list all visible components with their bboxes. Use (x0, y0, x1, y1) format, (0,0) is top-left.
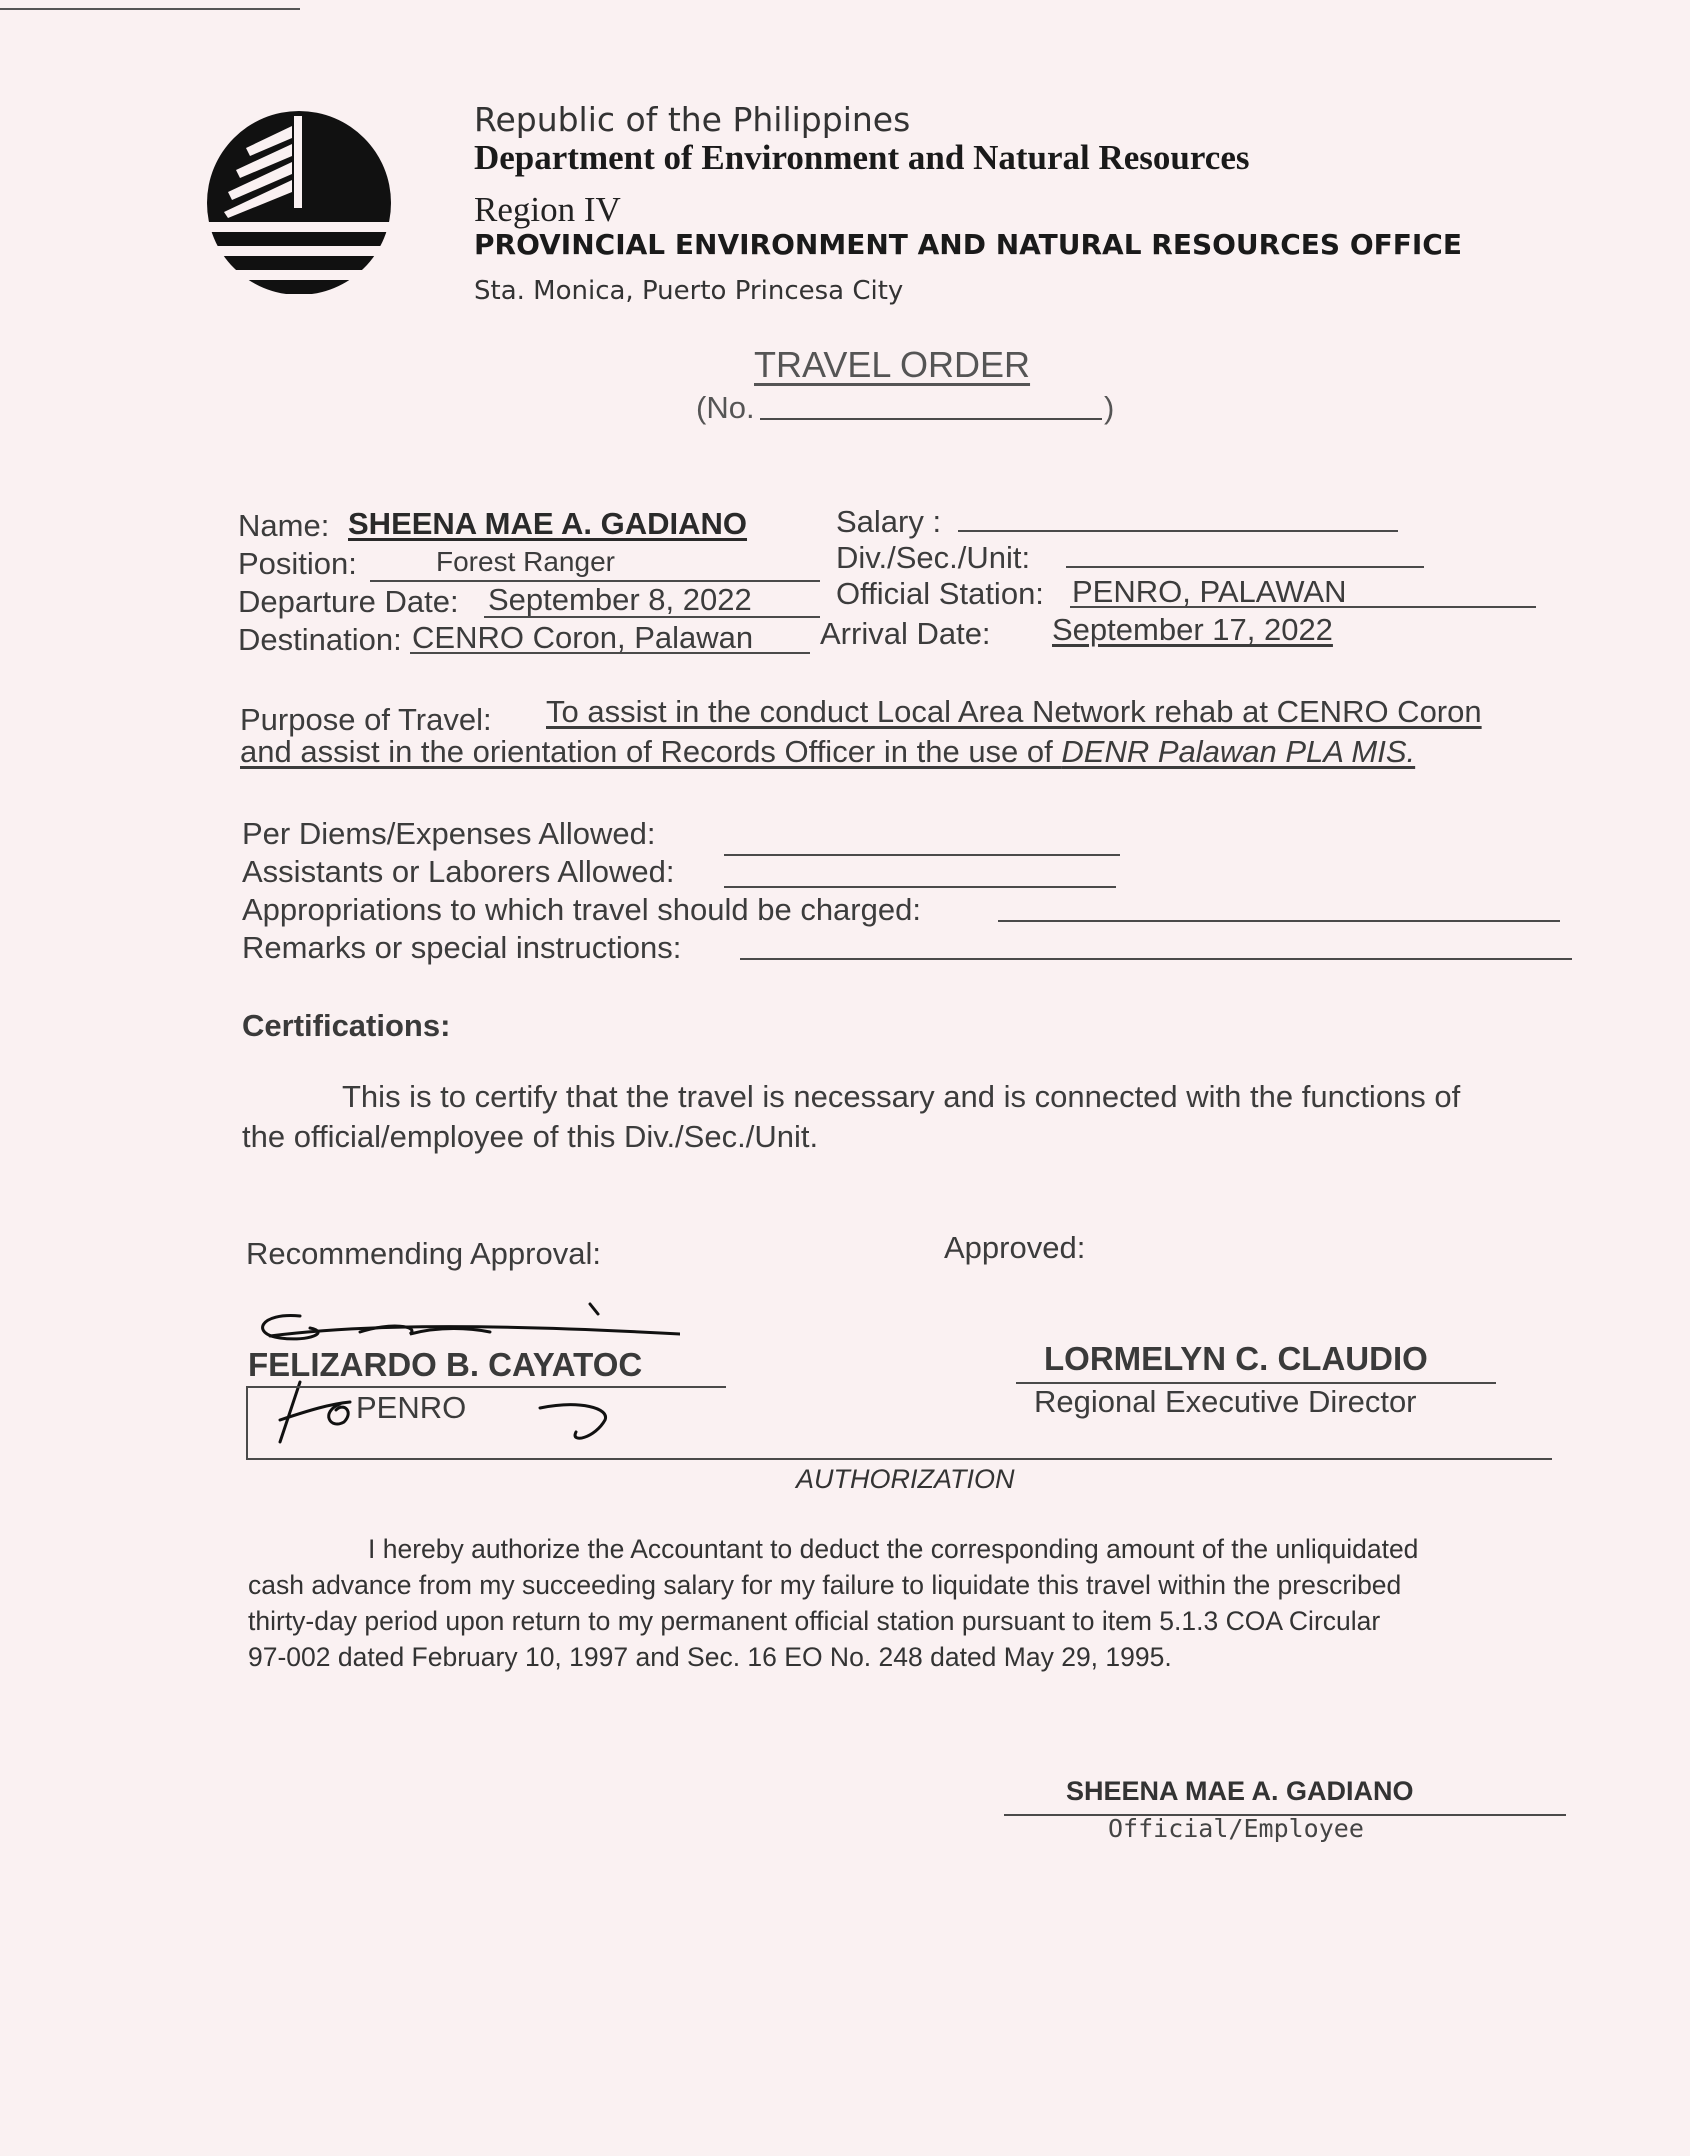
per-diems-line (724, 854, 1120, 856)
recommending-approval-label: Recommending Approval: (246, 1236, 601, 1271)
position-label: Position: (238, 546, 357, 581)
purpose-label: Purpose of Travel: (240, 702, 492, 737)
approved-label: Approved: (944, 1230, 1086, 1265)
division-label: Div./Sec./Unit: (836, 540, 1031, 575)
certifications-heading: Certifications: (242, 1008, 451, 1043)
denr-seal-icon (206, 108, 392, 304)
order-number-prefix: (No. (696, 390, 755, 425)
assistants-line (724, 886, 1116, 888)
name-value: SHEENA MAE A. GADIANO (348, 506, 748, 541)
arrival-value: September 17, 2022 (1052, 612, 1333, 647)
document-title: TRAVEL ORDER (754, 344, 1031, 385)
order-number-suffix: ) (1104, 390, 1115, 425)
remarks-label: Remarks or special instructions: (242, 930, 682, 965)
division-line (1066, 566, 1424, 568)
recommender-line (246, 1386, 726, 1388)
republic-line: Republic of the Philippines (474, 100, 911, 139)
purpose-line-2-text: and assist in the orientation of Records Officer in the use of (240, 734, 1062, 769)
departure-line (484, 616, 820, 618)
authorization-line-3: thirty-day period upon return to my permanent official station pursuant to item 5.1.3 COA Circular (248, 1606, 1381, 1636)
destination-line (410, 652, 810, 654)
authorization-heading: AUTHORIZATION (796, 1464, 1015, 1494)
assistants-label: Assistants or Laborers Allowed: (242, 854, 675, 889)
order-number-line (760, 418, 1102, 420)
appropriations-label: Appropriations to which travel should be charged: (242, 892, 921, 927)
office-address: Sta. Monica, Puerto Princesa City (474, 276, 904, 306)
department-name: Department of Environment and Natural Resources (474, 138, 1250, 177)
destination-value: CENRO Coron, Palawan (412, 620, 754, 655)
region-line: Region IV (474, 190, 621, 229)
salary-label: Salary : (836, 504, 942, 539)
authorization-divider (246, 1458, 1552, 1460)
name-label: Name: (238, 508, 330, 543)
destination-label: Destination: (238, 622, 402, 657)
station-line (1070, 606, 1536, 608)
purpose-line-2 (240, 734, 1415, 770)
station-label: Official Station: (836, 576, 1044, 611)
authorization-bracket (246, 1388, 248, 1458)
purpose-line-1: To assist in the conduct Local Area Network rehab at CENRO Coron (546, 694, 1482, 729)
authorization-line-2: cash advance from my succeeding salary for my failure to liquidate this travel within the prescribed (248, 1570, 1402, 1600)
approver-name: LORMELYN C. CLAUDIO (1044, 1340, 1428, 1377)
recommender-title: PENRO (356, 1390, 467, 1425)
recommender-name: FELIZARDO B. CAYATOC (248, 1346, 643, 1383)
certification-line-2: the official/employee of this Div./Sec./Unit. (242, 1119, 819, 1154)
employee-name: SHEENA MAE A. GADIANO (1066, 1776, 1414, 1806)
station-value: PENRO, PALAWAN (1072, 574, 1347, 609)
certification-line-1: This is to certify that the travel is necessary and is connected with the functions of (342, 1079, 1461, 1114)
arrival-label: Arrival Date: (820, 616, 991, 651)
employee-title: Official/Employee (1108, 1814, 1364, 1843)
position-value: Forest Ranger (436, 546, 615, 577)
authorization-line-1: I hereby authorize the Accountant to deduct the corresponding amount of the unliquidated (368, 1534, 1419, 1564)
remarks-line (740, 958, 1572, 960)
salary-line (958, 530, 1398, 532)
approver-title: Regional Executive Director (1034, 1384, 1417, 1419)
appropriations-line (998, 920, 1560, 922)
purpose-line-2-italic: DENR Palawan PLA MIS. (1061, 734, 1416, 769)
departure-label: Departure Date: (238, 584, 459, 619)
authorization-line-4: 97-002 dated February 10, 1997 and Sec. 16 EO No. 248 dated May 29, 1995. (248, 1642, 1172, 1672)
departure-value: September 8, 2022 (488, 582, 752, 617)
office-name: PROVINCIAL ENVIRONMENT AND NATURAL RESOURCES OFFICE (474, 228, 1462, 261)
per-diems-label: Per Diems/Expenses Allowed: (242, 816, 656, 851)
